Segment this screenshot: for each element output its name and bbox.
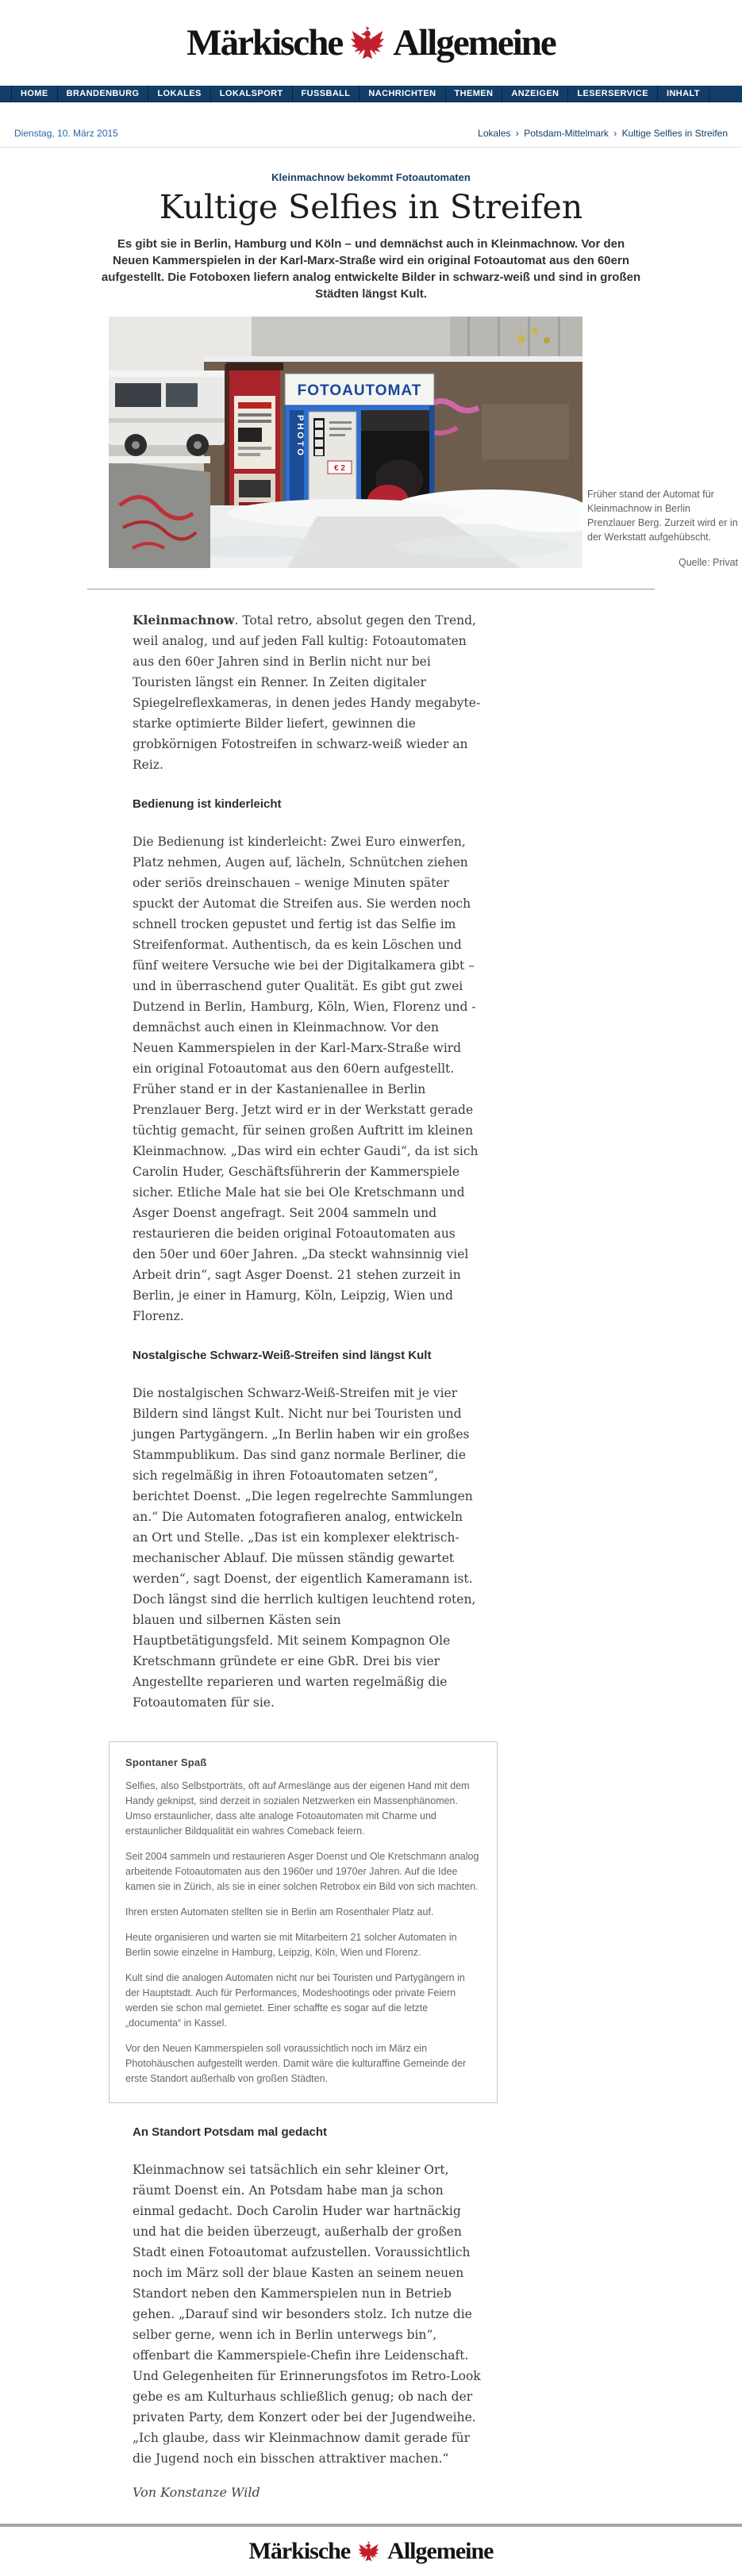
page-title: Kultige Selfies in Streifen	[159, 188, 583, 226]
subhead-nostalgische: Nostalgische Schwarz-Weiß-Streifen sind längst Kult	[133, 1349, 432, 1362]
nav-item-lokalsport[interactable]: LOKALSPORT	[210, 86, 292, 102]
nav-item-themen[interactable]: THEMEN	[445, 86, 502, 102]
article-figure	[109, 317, 742, 568]
breadcrumb-separator: ›	[613, 128, 617, 139]
breadcrumb	[478, 128, 728, 139]
nav-item-brandenburg[interactable]: BRANDENBURG	[57, 86, 148, 102]
masthead-logo[interactable]	[186, 21, 556, 64]
infobox-paragraph: Kult sind die analogen Automaten nicht nur bei Touristen und Partygängern in der Hauptstadt. Auch für Performances, Modeshootings oder private Feiern werden sie schon mal gemietet. Einer schaffte es sogar auf die letzte „documenta“ in Kassel.	[125, 1972, 465, 2029]
main-nav	[0, 86, 742, 102]
nav-item-leserservice[interactable]: LESERSERVICE	[567, 86, 657, 102]
article-photo	[109, 317, 582, 568]
photo-caption: Früher stand der Automat für Kleinmachnow in Berlin Prenzlauer Berg. Zurzeit wird er in der Werkstatt aufgehübscht.	[587, 489, 738, 543]
booth-price-label: € 2	[334, 464, 345, 473]
footer-logo[interactable]	[249, 2538, 494, 2565]
subhead-bedienung: Bedienung ist kinderleicht	[133, 797, 282, 811]
footer	[0, 2527, 742, 2576]
brand-word-right: Allgemeine	[393, 22, 556, 63]
infobox-paragraph: Heute organisieren und warten sie mit Mitarbeitern 21 solcher Automaten in Berlin sowie einzelne in Hamburg, Leipzig, Köln, Wien und Florenz.	[125, 1932, 457, 1958]
eagle-icon	[358, 2540, 379, 2563]
eagle-icon	[350, 24, 385, 62]
booth-photo-label: PHOTO	[295, 415, 305, 458]
article-paragraph-4: Kleinmachnow sei tatsächlich ein sehr kleiner Ort, räumt Doenst ein. An Potsdam habe man ja schon einmal gedacht. Doch Carolin Huder war hartnäckig und hat die beiden überzeugt, außerhalb der großen Stadt einen Fotoautomat aufzustellen. Voraussichtlich noch im März soll der blaue Kasten an seinem neuen Standort neben den Kammerspielen nun in Betrieb gehen. „Darauf sind wir besonders stolz. Ich nutze die selber gerne, wenn ich in Berlin unterwegs bin“, offenbart die Kammerspiele-Chefin ihre Leidenschaft. Und Gelegenheiten für Erinnerungsfotos im Retro-Look gebe es am Kulturhaus schließlich genug; ob nach der privaten Party, dem Konzert oder bei der Jugendweihe. „Ich glaube, dass wir Kleinmachnow damit gerade für die Jugend noch ein bisschen attraktiver machen.“	[133, 2163, 481, 2466]
subhead-potsdam: An Standort Potsdam mal gedacht	[133, 2125, 328, 2139]
infobox	[109, 1741, 498, 2103]
white-van	[109, 370, 225, 456]
article-lead: Es gibt sie in Berlin, Hamburg und Köln – und demnächst auch in Kleinmachnow. Vor den Neuen Kammerspielen in der Karl-Marx-Straße wird ein original Fotoautomat aus den 60ern aufgestellt. Die Fotoboxen liefern analog entwickelte Bilder in schwarz-weiß und sind in großen Städten längst Kult.	[101, 237, 641, 301]
infobox-paragraph: Ihren ersten Automaten stellten sie in Berlin am Rosenthaler Platz auf.	[125, 1906, 434, 1918]
article-kicker: Kleinmachnow bekommt Fotoautomaten	[271, 171, 471, 183]
brand-word-left: Märkische	[186, 22, 343, 63]
nav-item-anzeigen[interactable]: ANZEIGEN	[502, 86, 567, 102]
date-label: Dienstag, 10. März 2015	[14, 128, 118, 139]
nav-item-inhalt[interactable]: INHALT	[657, 86, 709, 102]
infobox-title: Spontaner Spaß	[125, 1756, 207, 1768]
article	[0, 171, 742, 2500]
infobox-paragraph: Vor den Neuen Kammerspielen soll voraussichtlich noch im März ein Photohäuschen aufgestellt werden. Damit wäre die kulturaffine Gemeinde der erste Standort außerhalb von großen Städten.	[125, 2043, 467, 2084]
breadcrumb-link-lokales[interactable]: Lokales	[478, 128, 511, 139]
article-paragraph-1	[133, 610, 482, 775]
nav-item-nachrichten[interactable]: NACHRICHTEN	[359, 86, 444, 102]
breadcrumb-link-potsdam-mittelmark[interactable]: Potsdam-Mittelmark	[524, 128, 609, 139]
article-paragraph-3: Die nostalgischen Schwarz-Weiß-Streifen mit je vier Bildern sind längst Kult. Nicht nur bei Touristen und jungen Partygängern. „In Berlin haben wir ein großes Stammpublikum. Das sind ganz normale Berliner, die sich regelmäßig in ihren Fotoautomaten setzen“, berichtet Doenst. „Die legen regelrechte Sammlungen an.“ Die Automaten fotografieren analog, entwickeln an Ort und Stelle. „Das ist ein komplexer elektrisch-mechanischer Ablauf. Die müssen ständig gewartet werden“, sagt Doenst, der eigentlich Kameramann ist. Doch längst sind die herrlich kultigen leuchtend roten, blauen und silbernen Kästen sein Hauptbetätigungsfeld. Mit seinem Kompagnon Ole Kretschmann gründete er eine GbR. Drei bis vier Angestellte reparieren und warten regelmäßig die Fotoautomaten für sie.	[133, 1386, 476, 1710]
booth-sign-label: FOTOAUTOMAT	[297, 382, 422, 399]
infobox-paragraph: Selfies, also Selbstporträts, oft auf Armeslänge aus der eigenen Hand mit dem Handy geknipst, sind derzeit in sozialen Netzwerken ein Massenphänomen. Umso erstaunlicher, dass alte analoge Fotoautomaten mit Charme und erstaunlicher Bildqualität ein wahres Comeback feiern.	[125, 1780, 470, 1837]
meta-row	[0, 128, 742, 148]
photo-caption-block	[587, 487, 738, 568]
article-paragraph-2: Die Bedienung ist kinderleicht: Zwei Euro einwerfen, Platz nehmen, Augen auf, lächeln, Schnütchen ziehen oder seriös dreinschauen – wenige Minuten später spuckt der Automat die Streifen aus. Sie werden noch schnell trocken gepustet und fertig ist das Selfie im Streifenformat. Authentisch, da es kein Löschen und fünf weitere Versuche wie bei der Digitalkamera gibt – und in überraschend guter Qualität. Es gibt gut zwei Dutzend in Berlin, Hamburg, Köln, Wien, Florenz und - demnächst auch einen in Kleinmachnow. Vor den Neuen Kammerspielen in der Karl-Marx-Straße wird ein original Fotoautomat aus den 60ern aufgestellt. Früher stand er in der Kastanienallee in Berlin Prenzlauer Berg. Jetzt wird er in der Werkstatt gerade tüchtig gemacht, für seinen großen Auftritt im kleinen Kleinmachnow. „Das wird ein echter Gaudi“, da ist sich Carolin Huder, Geschäftsführerin der Kammerspiele sicher. Etliche Male hat sie bei Ole Kretschmann und Asger Doenst angefragt. Seit 2004 sammeln und restaurieren die beiden original Fotoautomaten aus den 50er und 60er Jahren. „Da steckt wahnsinnig viel Arbeit drin“, sagt Asger Doenst. 21 stehen zurzeit in Berlin, je einer in Hamurg, Köln, Leipzig, Wien und Florenz.	[133, 835, 479, 1323]
masthead	[0, 0, 742, 86]
infobox-paragraph: Seit 2004 sammeln und restaurieren Asger Doenst und Ole Kretschmann analog arbeitende Fotoautomaten aus den 1960er und 1970er Jahren. Auf die Idee kamen sie in Zürich, als sie in einer solchen Retrobox ein Bild von sich machten.	[125, 1851, 479, 1892]
nav-item-lokales[interactable]: LOKALES	[148, 86, 210, 102]
photo-source: Quelle: Privat	[678, 557, 738, 568]
paragraph-location: Kleinmachnow	[133, 612, 235, 628]
brand-word-left: Märkische	[248, 2538, 351, 2564]
corner-wall	[109, 456, 210, 568]
brand-word-right: Allgemeine	[387, 2538, 494, 2564]
paragraph-text: . Total retro, absolut gegen den Trend, weil analog, und auf jeden Fall kultig: Fotoautomaten aus den 60er Jahren sind in Berlin nicht nur bei Touristen längst ein Renner. In Zeiten digitaler Spiegelreflexkameras, in denen jedes Handy megabyte-starke optimierte Bilder liefert, gewinnen die grobkörnigen Fotostreifen in schwarz-weiß wieder an Reiz.	[133, 613, 481, 772]
breadcrumb-separator: ›	[515, 128, 519, 139]
byline: Von Konstanze Wild	[133, 2485, 260, 2500]
breadcrumb-current: Kultige Selfies in Streifen	[621, 128, 728, 139]
nav-item-home[interactable]: HOME	[11, 86, 57, 102]
nav-item-fussball[interactable]: FUSSBALL	[292, 86, 359, 102]
